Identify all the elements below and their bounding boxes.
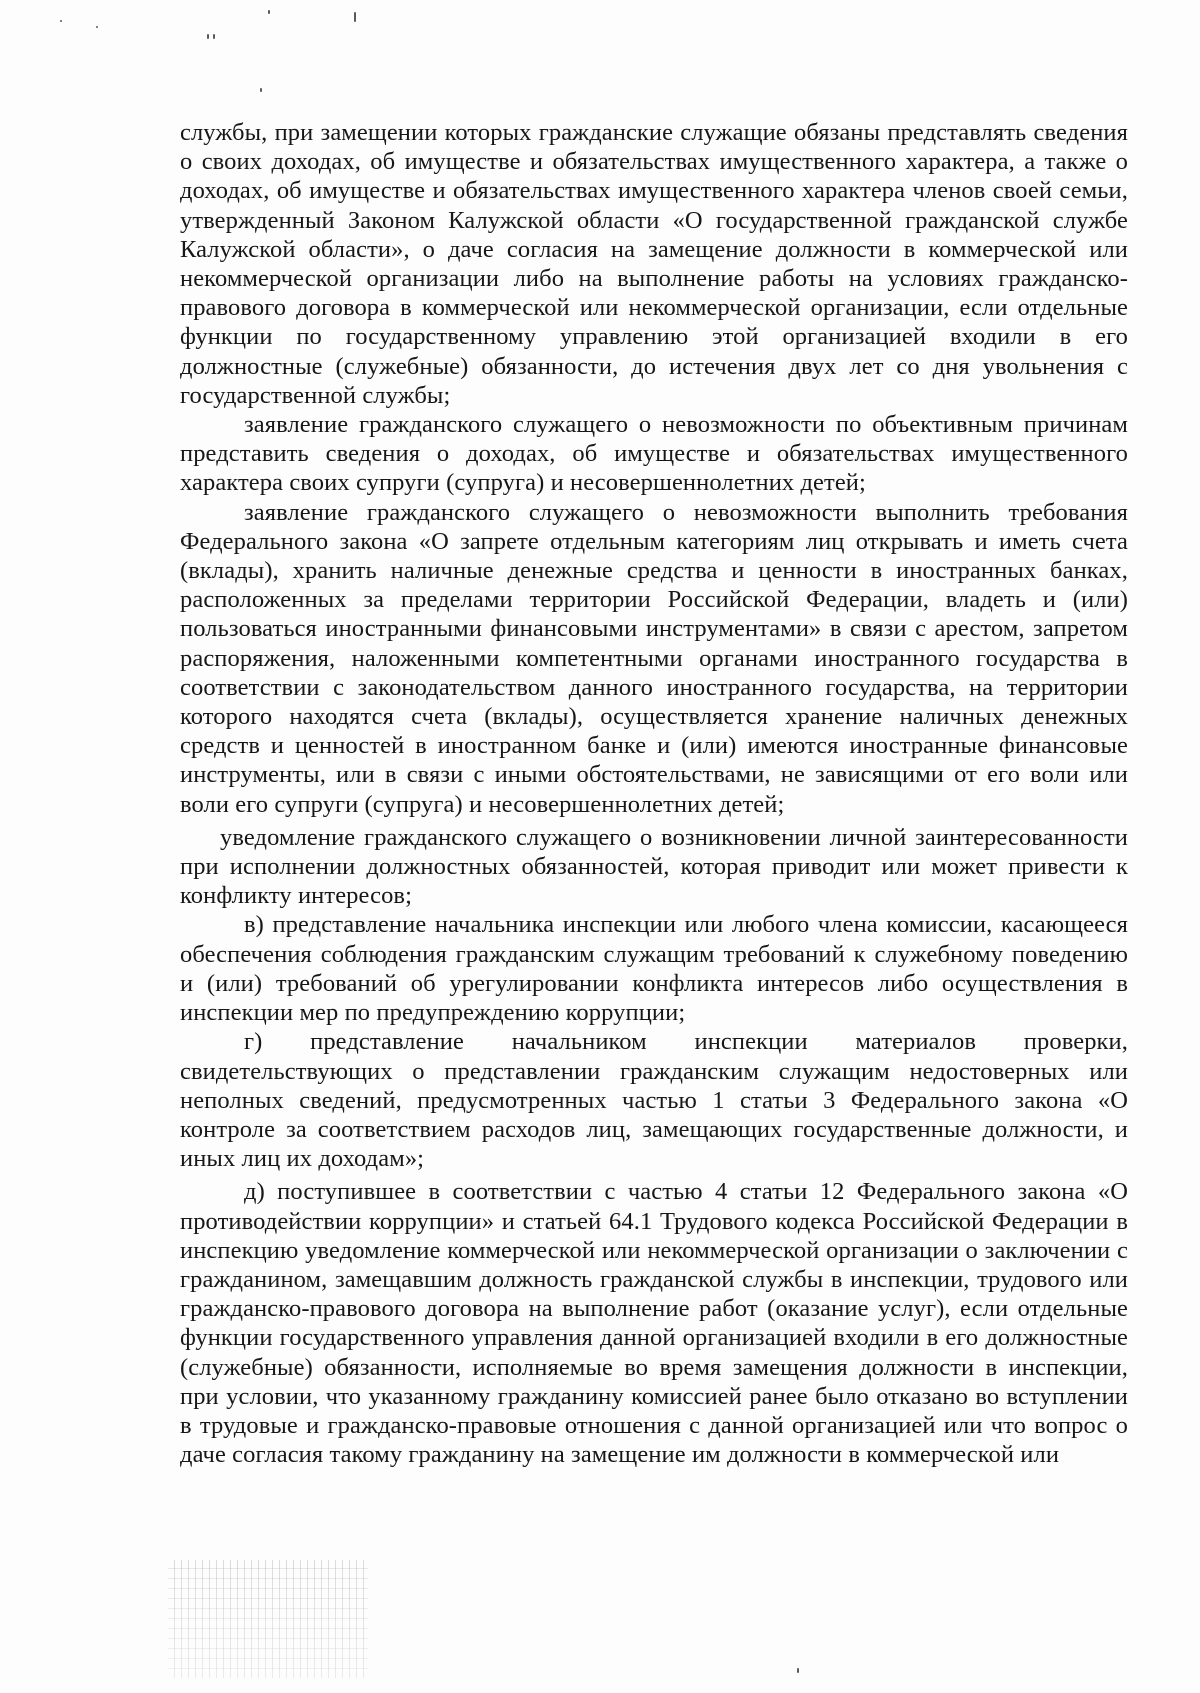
scan-speck — [354, 12, 356, 22]
paragraph-statement-foreign-accounts: заявление гражданского служащего о невозможности выполнить требования Федерального закона «О запрете отдельным категориям лиц открывать и иметь счета (вклады), хранить наличные денежные средства и ценности в иностранных банках, расположенных за пределами территории Российской Федерации, владеть и (или) пользоваться иностранными финансовыми инструментами» в связи с арестом, запретом распоряжения, наложенными компетентными органами иностранного государства в соответствии с законодательством данного иностранного государства, на территории которого находятся счета (вклады), осуществляется хранение наличных денежных средств и ценностей в иностранном банке и (или) имеются иностранные финансовые инструменты, или в связи с иными обстоятельствами, не зависящими от его воли или воли его супруги (супруга) и несовершеннолетних детей; — [180, 498, 1128, 818]
scan-speck — [268, 10, 270, 14]
scan-noise-artifact — [168, 1560, 368, 1678]
scan-speck — [213, 34, 215, 39]
paragraph-notification-conflict: уведомление гражданского служащего о возникновении личной заинтересованности при исполнении должностных обязанностей, которая приводит или может привести к конфликту интересов; — [180, 823, 1128, 910]
paragraph-item-v: в) представление начальника инспекции или любого члена комиссии, касающееся обеспечения соблюдения гражданским служащим требований к служебному поведению и (или) требований об урегулировании конфликта интересов либо осуществления в инспекции мер по предупреждению коррупции; — [180, 911, 1128, 1027]
paragraph-item-d: д) поступившее в соответствии с частью 4 статьи 12 Федерального закона «О противодействии коррупции» и статьей 64.1 Трудового кодекса Российской Федерации в инспекцию уведомление коммерческой или некоммерческой организации о заключении с гражданином, замещавшим должность гражданской службы в инспекции, трудового или гражданско-правового договора на выполнение работ (оказание услуг), если отдельные функции государственного управления данной организацией входили в его должностные (служебные) обязанности, исполняемые во время замещения должности в инспекции, при условии, что указанному гражданину комиссией ранее было отказано во вступлении в трудовые и гражданско-правовые отношения с данной организацией или что вопрос о даче согласия такому гражданину на замещение им должности в коммерческой или — [180, 1178, 1128, 1469]
document-body — [180, 118, 1128, 1469]
paragraph-item-g: г) представление начальником инспекции материалов проверки, свидетельствующих о представлении гражданским служащим недостоверных или неполных сведений, предусмотренных частью 1 статьи 3 Федерального закона «О контроле за соответствием расходов лиц, замещающих государственные должности, и иных лиц их доходам»; — [180, 1028, 1128, 1173]
paragraph-statement-spouse-income: заявление гражданского служащего о невозможности по объективным причинам представить сведения о доходах, об имуществе и обязательствах имущественного характера своих супруги (супруга) и несовершеннолетних детей; — [180, 411, 1128, 497]
scan-speck — [260, 88, 262, 92]
paragraph-service-positions: службы, при замещении которых гражданские служащие обязаны представлять сведения о своих доходах, об имуществе и обязательствах имущественного характера, а также о доходах, об имуществе и обязательствах имущественного характера членов своей семьи, утвержденный Законом Калужской области «О государственной гражданской службе Калужской области», о даче согласия на замещение должности в коммерческой или некоммерческой организации либо на выполнение работы на условиях гражданско-правового договора в коммерческой или некоммерческой организации, если отдельные функции по государственному управлению этой организацией входили в его должностные (служебные) обязанности, до истечения двух лет со дня увольнения с государственной службы; — [180, 119, 1128, 409]
scan-speck — [797, 1668, 799, 1673]
scan-speck — [207, 34, 209, 39]
scan-speck — [96, 26, 98, 28]
scan-speck — [60, 20, 62, 22]
